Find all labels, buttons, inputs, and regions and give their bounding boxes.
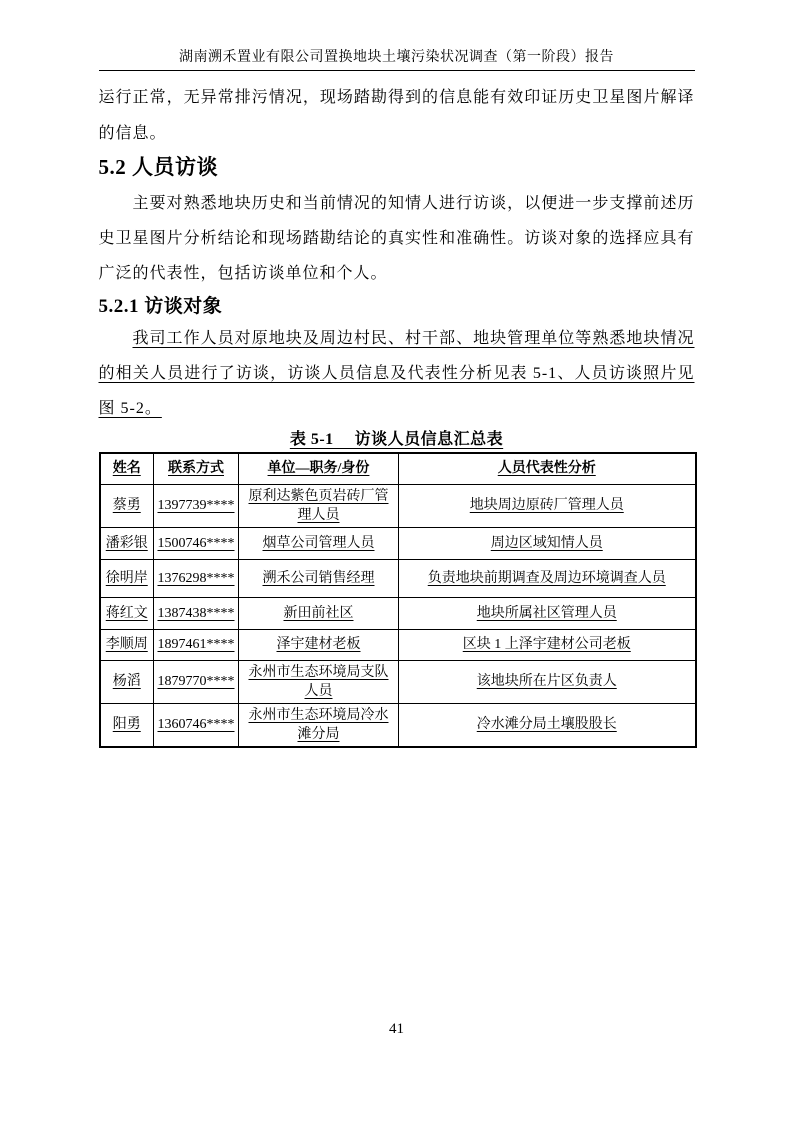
table-row	[100, 484, 696, 527]
table-row	[100, 629, 696, 660]
cell-role: 新田前社区	[239, 597, 399, 629]
column-header-name: 姓名	[100, 453, 154, 484]
cell-representativeness: 地块周边原砖厂管理人员	[399, 484, 696, 527]
running-header-title: 湖南溯禾置业有限公司置换地块土壤污染状况调查（第一阶段）报告	[179, 50, 614, 65]
section-5-2-paragraph: 主要对熟悉地块历史和当前情况的知情人进行访谈，以便进一步支撑前述历史卫星图片分析结论和现场踏勘结论的真实性和准确性。访谈对象的选择应具有广泛的代表性，包括访谈单位和个人。	[98, 195, 695, 282]
cell-representativeness: 冷水滩分局土壤股股长	[399, 703, 696, 747]
cell-phone: 1376298****	[154, 559, 239, 597]
table-caption-text: 表 5-1 访谈人员信息汇总表	[289, 431, 504, 448]
table-row	[100, 660, 696, 703]
cell-name: 蔡勇	[100, 484, 154, 527]
cell-name: 蒋红文	[100, 597, 154, 629]
cell-phone: 1397739****	[154, 484, 239, 527]
column-header-role: 单位—职务/身份	[239, 453, 399, 484]
table-caption	[99, 429, 695, 451]
table-row	[100, 597, 696, 629]
cell-representativeness: 该地块所在片区负责人	[399, 660, 696, 703]
cell-phone: 1879770****	[154, 660, 239, 703]
cell-name: 徐明岸	[100, 559, 154, 597]
intro-paragraph: 运行正常，无异常排污情况，现场踏勘得到的信息能有效印证历史卫星图片解译的信息。	[98, 89, 695, 142]
column-header-phone: 联系方式	[154, 453, 239, 484]
table-row	[100, 703, 696, 747]
cell-name: 阳勇	[100, 703, 154, 747]
table-row	[100, 527, 696, 559]
page-content	[99, 80, 695, 748]
interviewee-table	[99, 452, 697, 748]
cell-role: 溯禾公司销售经理	[239, 559, 399, 597]
cell-phone: 1500746****	[154, 527, 239, 559]
cell-phone: 1387438****	[154, 597, 239, 629]
cell-phone: 1897461****	[154, 629, 239, 660]
cell-role: 永州市生态环境局支队人员	[239, 660, 399, 703]
cell-representativeness: 负责地块前期调查及周边环境调查人员	[399, 559, 696, 597]
table-row	[100, 559, 696, 597]
column-header-representativeness: 人员代表性分析	[399, 453, 696, 484]
section-5-2-1-heading: 5.2.1 访谈对象	[98, 296, 223, 317]
running-header	[99, 0, 695, 71]
cell-name: 李顺周	[100, 629, 154, 660]
cell-phone: 1360746****	[154, 703, 239, 747]
cell-name: 杨滔	[100, 660, 154, 703]
cell-role: 烟草公司管理人员	[239, 527, 399, 559]
cell-name: 潘彩银	[100, 527, 154, 559]
page-number: 41	[389, 1021, 404, 1037]
table-header-row	[100, 453, 696, 484]
cell-representativeness: 区块 1 上泽宇建材公司老板	[399, 629, 696, 660]
cell-representativeness: 地块所属社区管理人员	[399, 597, 696, 629]
cell-representativeness: 周边区域知情人员	[399, 527, 696, 559]
cell-role: 永州市生态环境局冷水滩分局	[239, 703, 399, 747]
cell-role: 原利达紫色页岩砖厂管理人员	[239, 484, 399, 527]
section-5-2-heading: 5.2 人员访谈	[98, 155, 218, 179]
section-5-2-1-paragraph: 我司工作人员对原地块及周边村民、村干部、地块管理单位等熟悉地块情况的相关人员进行了访谈，访谈人员信息及代表性分析见表 5-1、人员访谈照片见图 5-2。	[98, 330, 695, 417]
cell-role: 泽宇建材老板	[239, 629, 399, 660]
